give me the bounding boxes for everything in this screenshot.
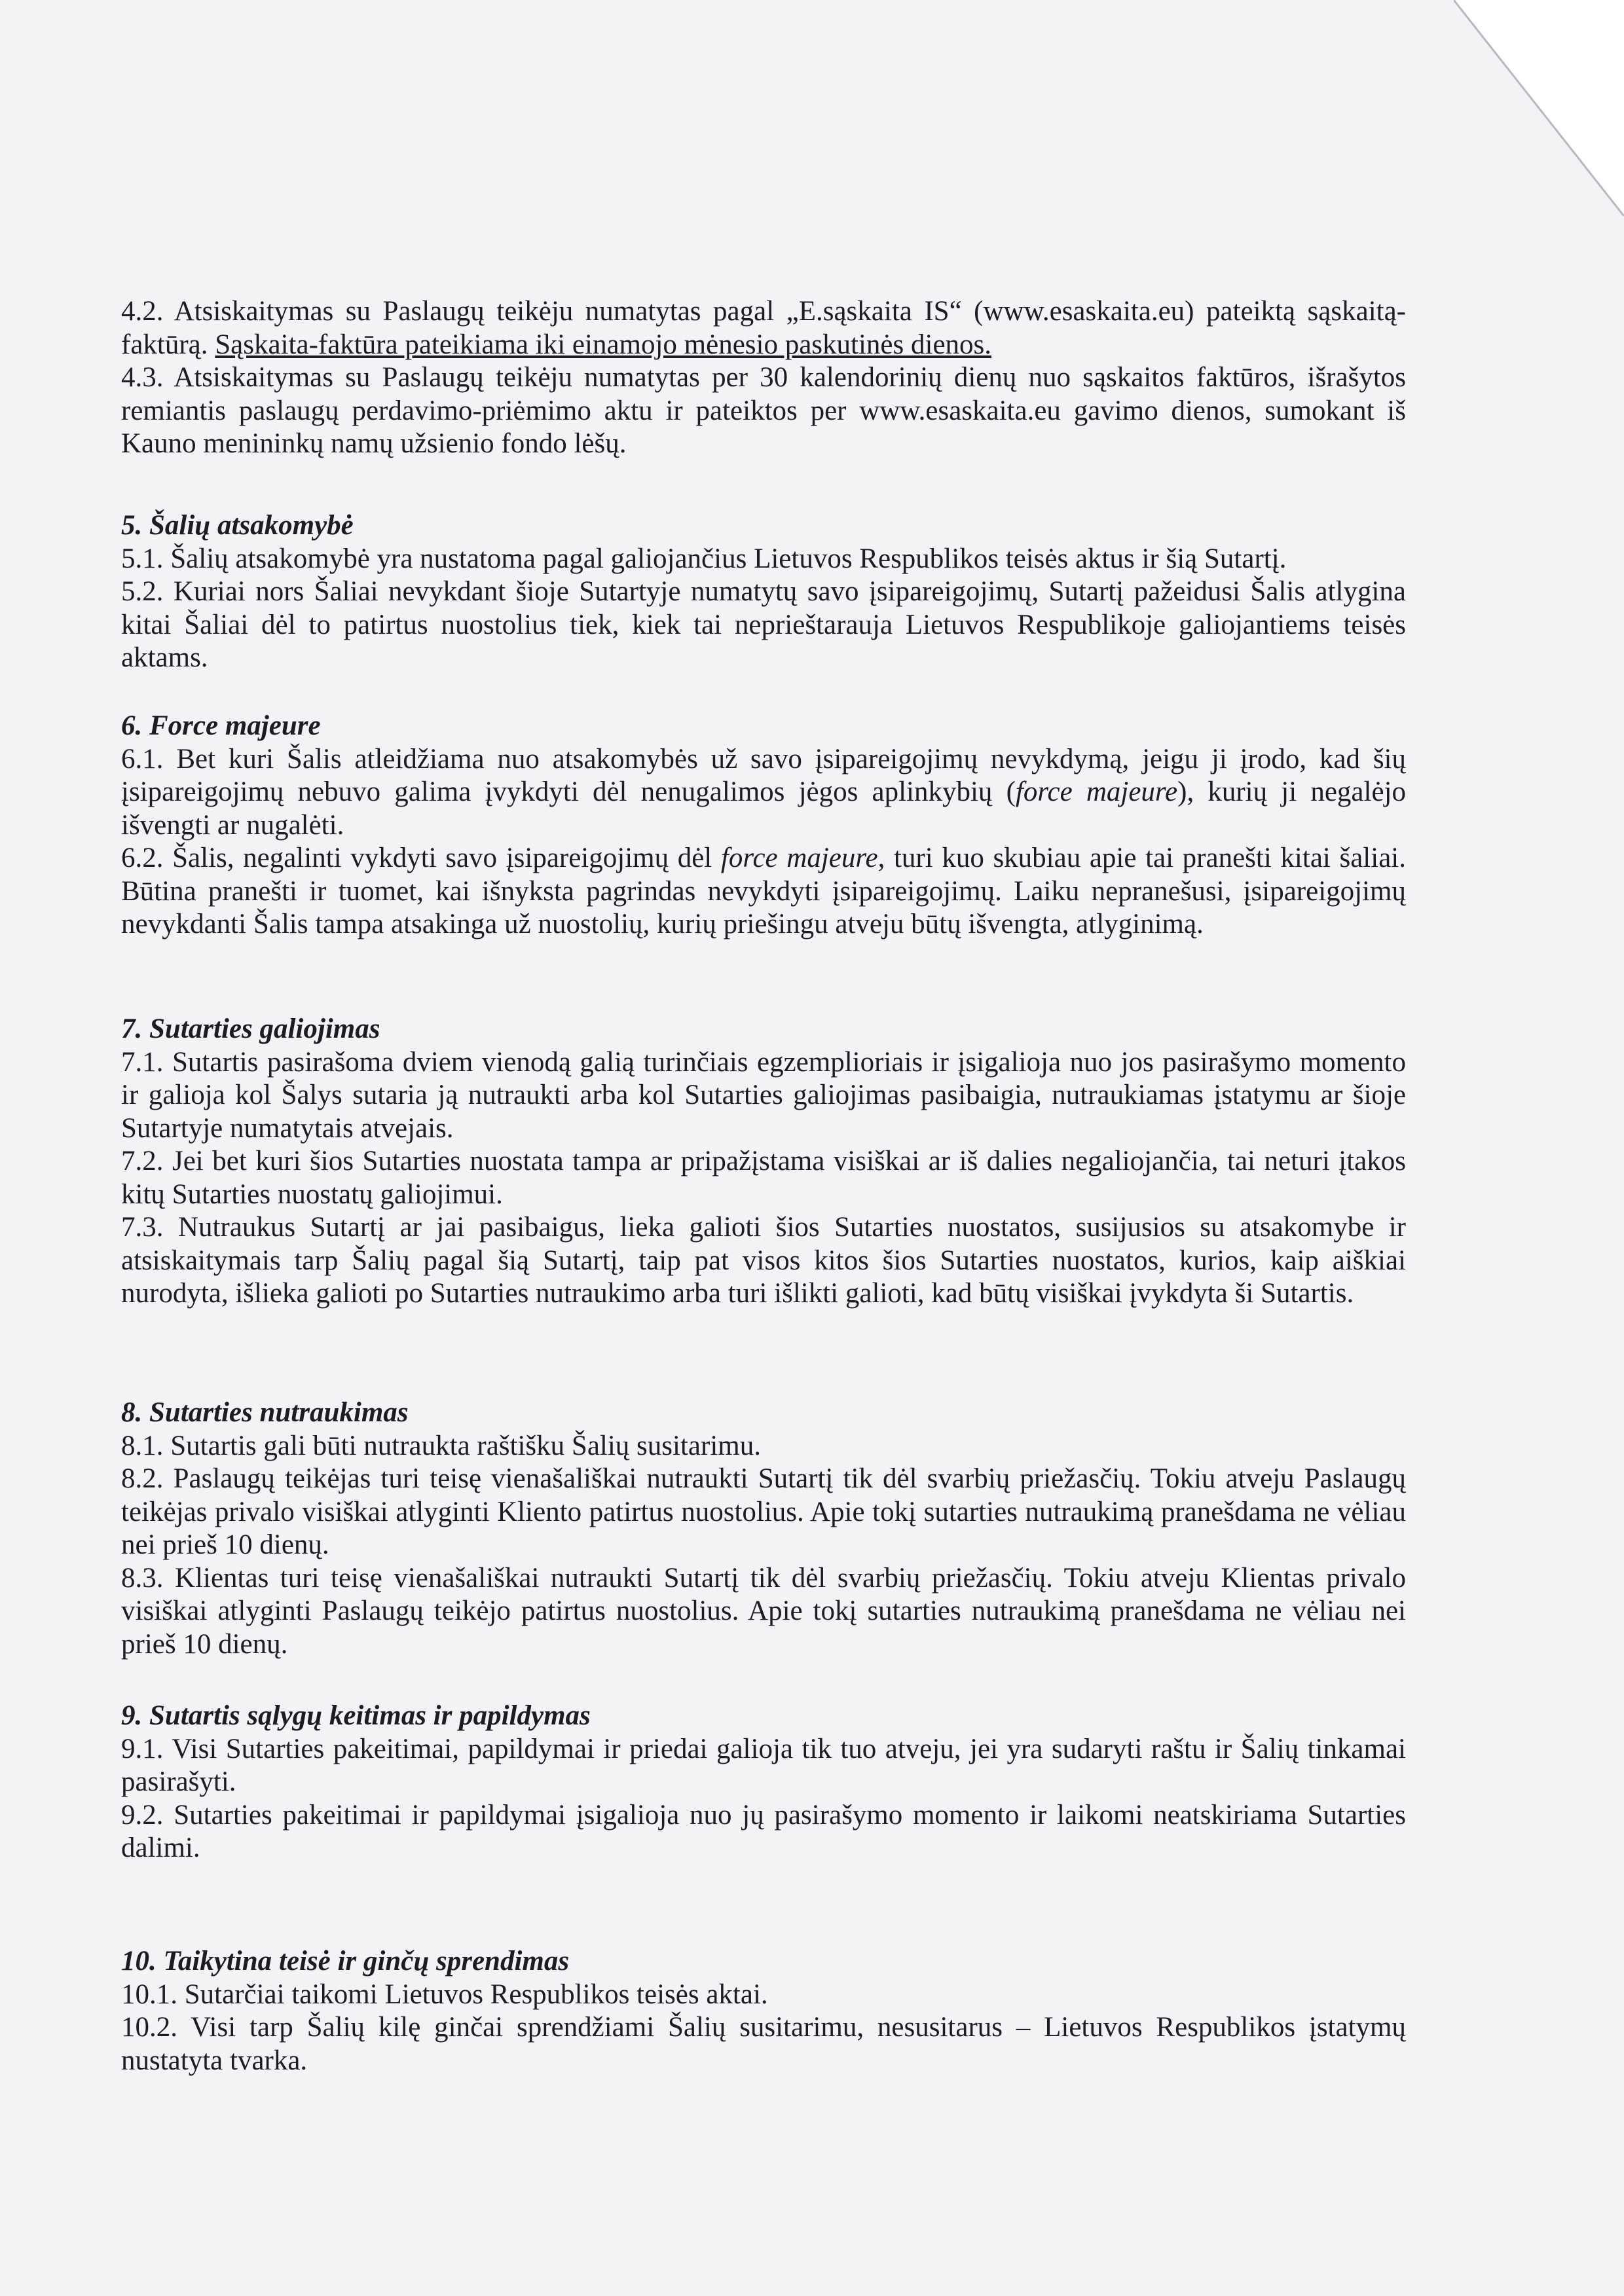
clause-text: 4.2. Atsiskaitymas su Paslaugų teikėju numatytas pagal „E.sąskaita IS“ (www.esaskaita.eu) pateiktą sąskaitą-faktūrą. — [121, 296, 1406, 360]
clause-text: 7.3. Nutraukus Sutartį ar jai pasibaigus, lieka galioti šios Sutarties nuostatos, susijusios su atsakomybe ir atsiskaitymais tarp Šalių pagal šią Sutartį, taip pat visos kitos šios Sutarties nuostatos, kurios, kaip aiškiai nurodyta, išlieka galioti po Sutarties nutraukimo arba turi išlikti galioti, kad būtų visiškai įvykdyta ši Sutartis. — [121, 1212, 1406, 1309]
section-heading: 9. Sutartis sąlygų keitimas ir papildymas — [121, 1700, 591, 1731]
clause-paragraph — [121, 295, 1406, 361]
clause-text: 6.1. Bet kuri Šalis atleidžiama nuo atsakomybės už savo įsipareigojimų nevykdymą, jeigu ji įrodo, kad šių įsipareigojimų nebuvo galima įvykdyti dėl nenugalimos jėgos aplinkybių ( — [121, 743, 1406, 807]
clause-paragraph — [121, 1145, 1406, 1211]
clause-text: , turi kuo skubiau apie tai pranešti kitai šaliai. Būtina pranešti ir tuomet, kai išnyksta pagrindas nevykdyti įsipareigojimų. Laiku nepranešusi, įsipareigojimų nevykdanti Šalis tampa atsakinga už nuostolių, kurių priešingu atveju būtų išvengta, atlyginimą. — [121, 843, 1406, 939]
clause-paragraph — [121, 543, 1406, 576]
clause-text: 8.2. Paslaugų teikėjas turi teisę vienašališkai nutraukti Sutartį tik dėl svarbių priežasčių. Tokiu atveju Paslaugų teikėjas privalo visiškai atlyginti Kliento patirtus nuostolius. Apie tokį sutarties nutraukimą pranešdama ne vėliau nei prieš 10 dienų. — [121, 1463, 1406, 1560]
clause-text: 8.3. Klientas turi teisę vienašališkai nutraukti Sutartį tik dėl svarbių priežasčių. Tokiu atveju Klientas privalo visiškai atlyginti Paslaugų teikėjo patirtus nuostolius. Apie tokį sutarties nutraukimą pranešdama ne vėliau nei prieš 10 dienų. — [121, 1562, 1406, 1660]
clause-paragraph — [121, 1733, 1406, 1799]
clause-text: ), kurių ji negalėjo išvengti ar nugalėti. — [121, 776, 1406, 841]
contract-section — [121, 295, 1406, 461]
page-corner-fold — [1454, 0, 1624, 216]
clause-text: 10.2. Visi tarp Šalių kilę ginčai sprendžiami Šalių susitarimu, nesusitarus – Lietuvos Respublikos įstatymų nustatyta tvarka. — [121, 2012, 1406, 2076]
section-heading: 8. Sutarties nutraukimas — [121, 1397, 409, 1428]
contract-section — [121, 1396, 1406, 1661]
clause-paragraph — [121, 1046, 1406, 1146]
clause-text: 4.3. Atsiskaitymas su Paslaugų teikėju numatytas per 30 kalendorinių dienų nuo sąskaitos faktūros, išrašytos remiantis paslaugų perdavimo-priėmimo aktu ir pateiktos per www.esaskaita.eu gavimo dienos, sumokant iš Kauno menininkų namų užsienio fondo lėšų. — [121, 362, 1406, 459]
contract-section — [121, 1945, 1406, 2077]
clause-paragraph — [121, 1978, 1406, 2012]
clause-paragraph — [121, 575, 1406, 675]
section-heading: 10. Taikytina teisė ir ginčų sprendimas — [121, 1946, 570, 1977]
contract-section — [121, 1700, 1406, 1865]
contract-section — [121, 710, 1406, 941]
clause-text: 6.2. Šalis, negalinti vykdyti savo įsipareigojimų dėl — [121, 843, 721, 873]
clause-paragraph — [121, 842, 1406, 941]
contract-section — [121, 509, 1406, 675]
italic-term: force majeure — [1015, 776, 1178, 807]
clause-paragraph — [121, 2011, 1406, 2077]
contract-section — [121, 1013, 1406, 1311]
clause-text: 7.2. Jei bet kuri šios Sutarties nuostata tampa ar pripažįstama visiškai ar iš dalies negaliojančia, tai neturi įtakos kitų Sutarties nuostatų galiojimui. — [121, 1146, 1406, 1210]
clause-text: 8.1. Sutartis gali būti nutraukta raštišku Šalių susitarimu. — [121, 1430, 761, 1461]
italic-term: force majeure — [720, 843, 878, 873]
section-heading: 6. Force majeure — [121, 710, 321, 741]
clause-paragraph — [121, 1799, 1406, 1865]
section-heading: 5. Šalių atsakomybė — [121, 510, 354, 541]
clause-text: 7.1. Sutartis pasirašoma dviem vienodą galią turinčiais egzemplioriais ir įsigalioja nuo jos pasirašymo momento ir galioja kol Šalys sutaria ją nutraukti arba kol Sutarties galiojimas pasibaigia, nutraukiamas įstatymu ar šioje Sutartyje numatytais atvejais. — [121, 1046, 1406, 1144]
clause-paragraph — [121, 743, 1406, 843]
clause-text: 10.1. Sutarčiai taikomi Lietuvos Respublikos teisės aktai. — [121, 1978, 768, 2010]
clause-paragraph — [121, 1211, 1406, 1311]
clause-text: 5.1. Šalių atsakomybė yra nustatoma pagal galiojančius Lietuvos Respublikos teisės aktus ir šią Sutartį. — [121, 543, 1287, 574]
clause-paragraph — [121, 1430, 1406, 1463]
clause-paragraph — [121, 361, 1406, 461]
clause-text: 9.2. Sutarties pakeitimai ir papildymai įsigalioja nuo jų pasirašymo momento ir laikomi neatskiriama Sutarties dalimi. — [121, 1799, 1406, 1863]
clause-text: 9.1. Visi Sutarties pakeitimai, papildymai ir priedai galioja tik tuo atveju, jei yra sudaryti raštu ir Šalių tinkamai pasirašyti. — [121, 1733, 1406, 1797]
underlined-text: Sąskaita-faktūra pateikiama iki einamojo mėnesio paskutinės dienos. — [215, 329, 992, 360]
clause-paragraph — [121, 1463, 1406, 1562]
section-heading: 7. Sutarties galiojimas — [121, 1013, 380, 1044]
clause-text: 5.2. Kuriai nors Šaliai nevykdant šioje Sutartyje numatytų savo įsipareigojimų, Sutartį pažeidusi Šalis atlygina kitai Šaliai dėl to patirtus nuostolius tiek, kiek tai neprieštarauja Lietuvos Respublikoje galiojantiems teisės aktams. — [121, 576, 1406, 673]
clause-paragraph — [121, 1562, 1406, 1662]
